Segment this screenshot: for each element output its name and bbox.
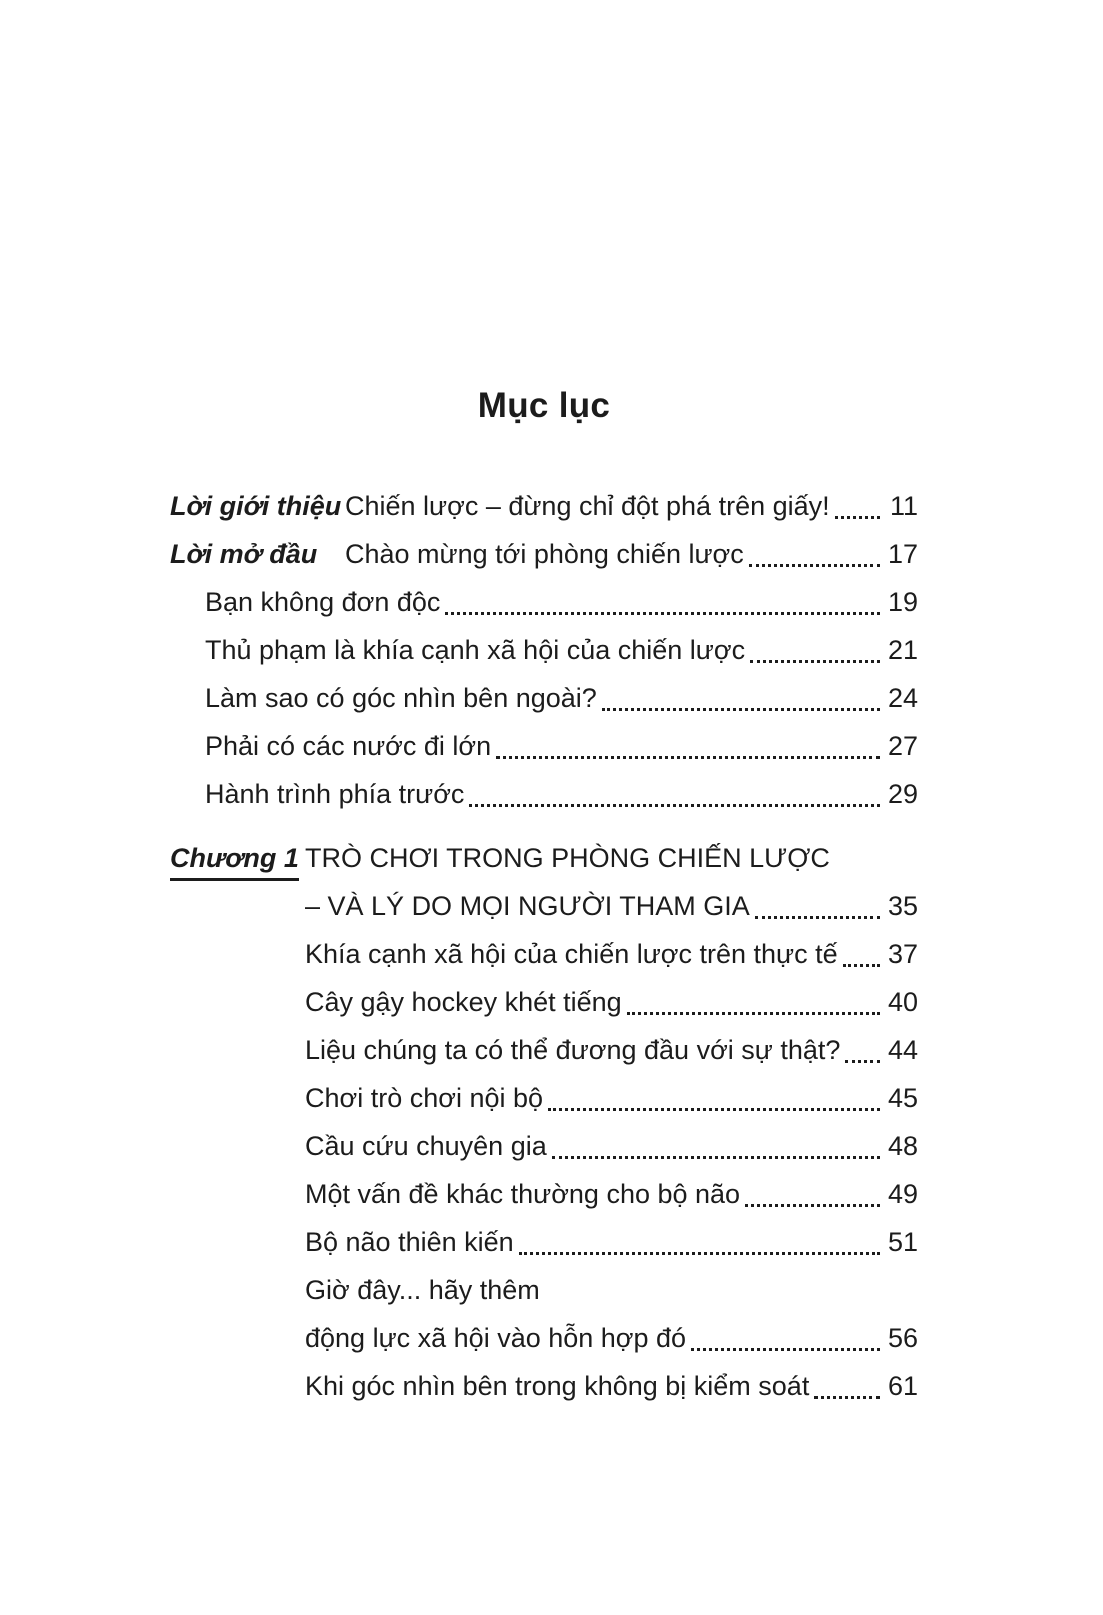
toc-entry-title: Giờ đây... hãy thêm [305, 1275, 540, 1305]
toc-entry-label-text: Lời giới thiệu [170, 491, 342, 521]
toc-entry-content [305, 930, 918, 978]
toc-entry [170, 978, 918, 1026]
toc-entry-title: Phải có các nước đi lớn [205, 731, 492, 761]
toc-entry-line [205, 770, 918, 818]
toc-entry-line [305, 882, 918, 930]
dot-leader [469, 804, 880, 807]
toc-entry-title: – VÀ LÝ DO MỌI NGƯỜI THAM GIA [305, 891, 750, 921]
toc-entry [170, 1074, 918, 1122]
toc-entry-content [305, 1362, 918, 1410]
dot-leader [548, 1108, 880, 1111]
toc-entry-line [205, 578, 918, 626]
dot-leader [845, 1060, 880, 1063]
toc-list [170, 482, 918, 1410]
toc-entry-title: Thủ phạm là khía cạnh xã hội của chiến lược [205, 635, 746, 665]
toc-entry-title: Khía cạnh xã hội của chiến lược trên thực tế [305, 939, 838, 969]
dot-leader [750, 660, 880, 663]
toc-entry-label [170, 482, 345, 530]
dot-leader [814, 1396, 880, 1399]
toc-entry-line [305, 978, 918, 1026]
toc-entry-content [305, 1170, 918, 1218]
toc-entry [170, 674, 918, 722]
toc-entry-page: 44 [887, 1035, 918, 1065]
toc-entry-content [305, 1026, 918, 1074]
toc-entry-line [305, 1218, 918, 1266]
toc-entry [170, 578, 918, 626]
toc-entry-content [205, 626, 918, 674]
toc-entry-label-text: Chương 1 [170, 838, 299, 881]
toc-entry-line [205, 674, 918, 722]
toc-entry-page: 61 [887, 1371, 918, 1401]
toc-entry-title: TRÒ CHƠI TRONG PHÒNG CHIẾN LƯỢC [305, 843, 830, 873]
toc-entry [170, 1266, 918, 1362]
toc-entry-page: 35 [887, 891, 918, 921]
toc-entry-content [305, 834, 918, 930]
toc-entry-title: Cầu cứu chuyên gia [305, 1131, 547, 1161]
toc-entry-content [305, 978, 918, 1026]
toc-entry-line [305, 1026, 918, 1074]
toc-entry [170, 930, 918, 978]
toc-entry [170, 770, 918, 818]
toc-entry-title: Chiến lược – đừng chỉ đột phá trên giấy! [345, 491, 830, 521]
dot-leader [627, 1012, 880, 1015]
toc-entry-page: 48 [887, 1131, 918, 1161]
toc-entry-title: Bạn không đơn độc [205, 587, 441, 617]
toc-entry-line [305, 1122, 918, 1170]
toc-entry-content [205, 674, 918, 722]
toc-page [170, 386, 918, 1410]
toc-entry-line [305, 1170, 918, 1218]
toc-entry-title: Một vấn đề khác thường cho bộ não [305, 1179, 741, 1209]
toc-entry-page: 51 [887, 1227, 918, 1257]
toc-entry [170, 834, 918, 930]
toc-entry-line [305, 1266, 918, 1314]
toc-entry-page: 49 [887, 1179, 918, 1209]
toc-entry [170, 1122, 918, 1170]
toc-entry-title: Làm sao có góc nhìn bên ngoài? [205, 683, 597, 713]
toc-entry-line [305, 1362, 918, 1410]
dot-leader [843, 964, 880, 967]
page-title: Mục lục [477, 386, 611, 425]
toc-entry-title: động lực xã hội vào hỗn hợp đó [305, 1323, 687, 1353]
toc-entry-line [305, 834, 918, 882]
toc-entry-content [305, 1218, 918, 1266]
toc-entry-page: 56 [887, 1323, 918, 1353]
toc-entry-line [205, 722, 918, 770]
toc-entry-title: Bộ não thiên kiến [305, 1227, 514, 1257]
toc-entry-page: 11 [889, 491, 918, 521]
toc-entry-page: 19 [887, 587, 918, 617]
toc-entry [170, 482, 918, 530]
toc-entry-line [205, 626, 918, 674]
dot-leader [519, 1252, 880, 1255]
toc-entry-content [205, 578, 918, 626]
toc-entry-page: 17 [887, 539, 918, 569]
dot-leader [745, 1204, 880, 1207]
dot-leader [602, 708, 880, 711]
toc-entry-content [345, 482, 918, 530]
toc-entry-title: Liệu chúng ta có thể đương đầu với sự thật? [305, 1035, 841, 1065]
toc-entry-line [305, 930, 918, 978]
toc-entry-page: 37 [887, 939, 918, 969]
toc-entry [170, 722, 918, 770]
toc-entry-line [305, 1074, 918, 1122]
toc-entry-content [205, 770, 918, 818]
toc-entry-title: Hành trình phía trước [205, 779, 465, 809]
toc-entry [170, 530, 918, 578]
dot-leader [691, 1348, 880, 1351]
dot-leader [445, 612, 880, 615]
dot-leader [496, 756, 880, 759]
toc-entry-label [170, 834, 305, 882]
toc-entry-page: 40 [887, 987, 918, 1017]
dot-leader [835, 516, 880, 519]
toc-entry [170, 626, 918, 674]
toc-entry [170, 1170, 918, 1218]
toc-entry-content [345, 530, 918, 578]
toc-entry-page: 45 [887, 1083, 918, 1113]
dot-leader [749, 564, 880, 567]
toc-entry-line [345, 530, 918, 578]
toc-entry-page: 27 [887, 731, 918, 761]
toc-entry-label-text: Lời mở đầu [170, 539, 318, 569]
toc-entry-page: 21 [887, 635, 918, 665]
toc-entry [170, 1218, 918, 1266]
dot-leader [552, 1156, 880, 1159]
toc-entry-content [305, 1266, 918, 1362]
toc-entry [170, 1362, 918, 1410]
toc-entry-title: Chào mừng tới phòng chiến lược [345, 539, 744, 569]
toc-entry-label [170, 530, 345, 578]
toc-entry-page: 29 [887, 779, 918, 809]
toc-entry-page: 24 [887, 683, 918, 713]
toc-entry [170, 1026, 918, 1074]
toc-entry-title: Khi góc nhìn bên trong không bị kiểm soát [305, 1371, 810, 1401]
toc-entry-title: Cây gậy hockey khét tiếng [305, 987, 622, 1017]
toc-entry-content [305, 1074, 918, 1122]
toc-entry-content [205, 722, 918, 770]
toc-entry-content [305, 1122, 918, 1170]
dot-leader [755, 916, 880, 919]
toc-entry-title: Chơi trò chơi nội bộ [305, 1083, 544, 1113]
toc-entry-line [345, 482, 918, 530]
toc-entry-line [305, 1314, 918, 1362]
